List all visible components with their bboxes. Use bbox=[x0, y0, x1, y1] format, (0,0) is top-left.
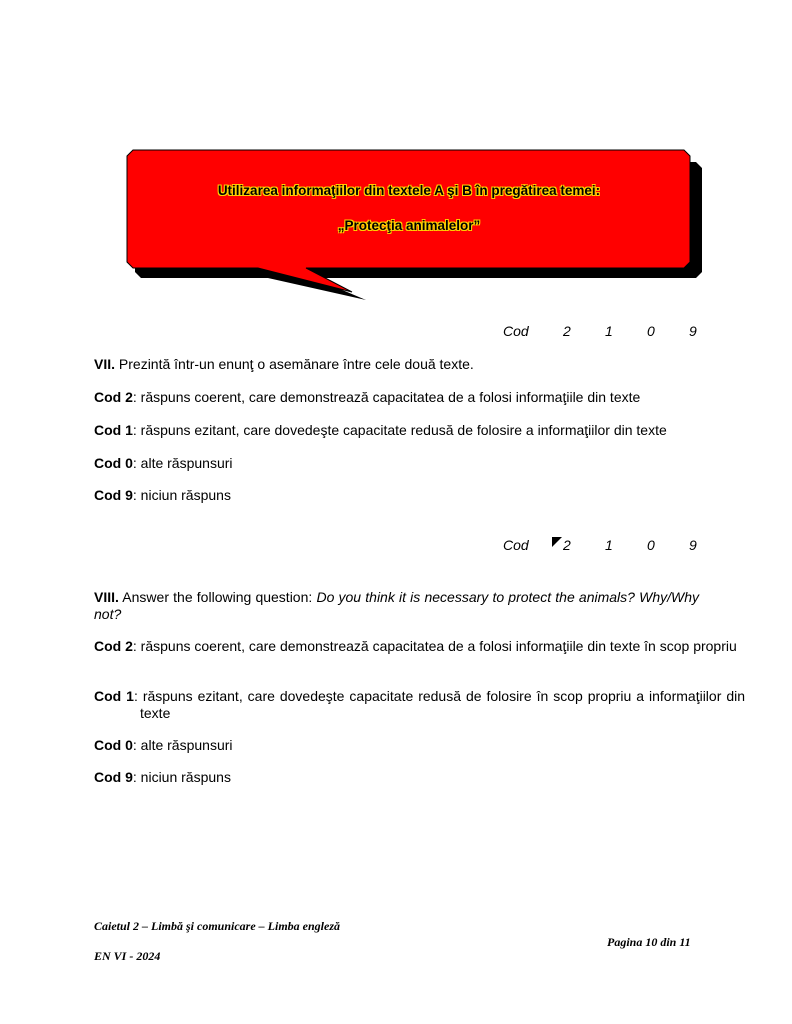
codes-header-q7 bbox=[503, 323, 703, 341]
q8-cod-2 bbox=[94, 638, 745, 655]
q7-cod-2-text: : răspuns coerent, care demonstrează capacitatea de a folosi informaţiile din texte bbox=[132, 389, 641, 405]
code-1: 1 bbox=[605, 537, 613, 553]
q8-cod-1 bbox=[94, 688, 745, 722]
banner-line-2: „Protecţia animalelor” bbox=[337, 218, 481, 233]
cod-label: Cod bbox=[503, 323, 529, 339]
q7-cod-2 bbox=[94, 389, 699, 406]
cod-label: Cod bbox=[503, 537, 529, 553]
question-7-number: VII. bbox=[94, 356, 116, 372]
q7-cod-9-label: Cod 9 bbox=[94, 487, 133, 503]
banner-line-1: Utilizarea informaţiilor din textele A şi B în pregătirea temei: bbox=[217, 183, 601, 198]
q8-cod-1-label: Cod 1 bbox=[94, 688, 134, 704]
q8-cod-9-text: : niciun răspuns bbox=[132, 769, 231, 785]
code-2: 2 bbox=[563, 537, 571, 553]
question-8 bbox=[94, 589, 699, 623]
question-7 bbox=[94, 356, 699, 373]
code-2: 2 bbox=[563, 323, 571, 339]
q8-cod-2-label: Cod 2 bbox=[94, 638, 133, 654]
question-7-text: Prezintă într-un enunţ o asemănare între cele două texte. bbox=[115, 356, 474, 372]
question-8-question: Do you think it is necessary to protect the animals? Why/Why not? bbox=[94, 589, 699, 622]
code-9: 9 bbox=[689, 323, 697, 339]
footer-page-number: Pagina 10 din 11 bbox=[607, 935, 691, 949]
question-8-number: VIII. bbox=[94, 589, 119, 605]
checkbox-corner-icon bbox=[552, 537, 562, 547]
code-9: 9 bbox=[689, 537, 697, 553]
code-0: 0 bbox=[647, 323, 655, 339]
q8-cod-0-text: : alte răspunsuri bbox=[132, 737, 233, 753]
codes-header-q8 bbox=[503, 537, 703, 555]
code-1: 1 bbox=[605, 323, 613, 339]
q7-cod-9 bbox=[94, 487, 699, 504]
q7-cod-0 bbox=[94, 455, 699, 472]
q7-cod-9-text: : niciun răspuns bbox=[132, 487, 231, 503]
footer-booklet-title: Caietul 2 – Limbă şi comunicare – Limba engleză bbox=[94, 919, 340, 933]
q7-cod-0-text: : alte răspunsuri bbox=[132, 455, 233, 471]
q7-cod-2-label: Cod 2 bbox=[94, 389, 133, 405]
q8-cod-9-label: Cod 9 bbox=[94, 769, 133, 785]
code-0: 0 bbox=[647, 537, 655, 553]
q8-cod-1-text: : răspuns ezitant, care dovedeşte capacitate redusă de folosire în scop propriu a informaţiilor din texte bbox=[133, 688, 746, 721]
q7-cod-0-label: Cod 0 bbox=[94, 455, 133, 471]
q7-cod-1-text: : răspuns ezitant, care dovedeşte capacitate redusă de folosire a informaţiilor din texte bbox=[132, 422, 667, 438]
q8-cod-2-text: : răspuns coerent, care demonstrează capacitatea de a folosi informaţiile din texte în scop propriu bbox=[132, 638, 737, 654]
q8-cod-0 bbox=[94, 737, 699, 754]
q8-cod-9 bbox=[94, 769, 699, 786]
banner-title bbox=[130, 183, 688, 233]
question-8-text: Answer the following question: bbox=[118, 589, 317, 605]
q8-cod-0-label: Cod 0 bbox=[94, 737, 133, 753]
q7-cod-1 bbox=[94, 422, 699, 439]
q7-cod-1-label: Cod 1 bbox=[94, 422, 133, 438]
banner-callout bbox=[0, 0, 792, 320]
footer-exam-code: EN VI - 2024 bbox=[94, 949, 161, 963]
